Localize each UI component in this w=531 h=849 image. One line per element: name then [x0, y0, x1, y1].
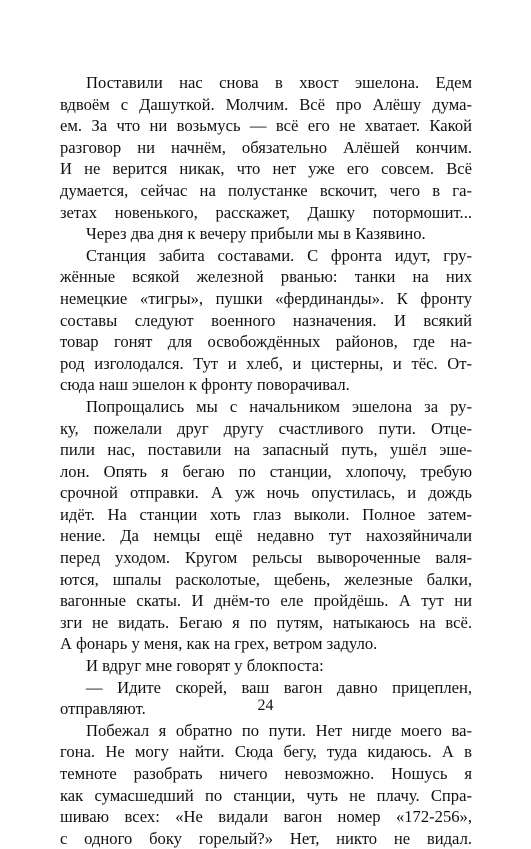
text-line: ются, шпалы расколотые, щебень, железные балки, — [60, 569, 472, 589]
text-line: идёт. На станции хоть глаз выколи. Полное затем- — [60, 504, 472, 524]
paragraph-3 — [60, 245, 472, 396]
text-line: род изголодался. Тут и хлеб, и цистерны, и тёс. От- — [60, 353, 472, 373]
paragraph-7 — [60, 720, 472, 849]
page-number: 24 — [257, 697, 274, 714]
paragraph-2 — [60, 223, 472, 245]
text-line: с одного боку горелый?» Нет, никто не видал. — [60, 828, 472, 848]
text-line: Побежал я обратно по пути. Нет нигде моего ва- — [86, 720, 472, 740]
text-line: вагонные скаты. И днём-то еле пройдёшь. А тут ни — [60, 591, 472, 611]
text-line: Станция забита составами. С фронта идут, гру- — [86, 245, 472, 265]
text-line: думается, сейчас на полустанке вскочит, чего в га- — [60, 180, 472, 200]
text-line: товар гонят для освобождённых районов, где на- — [60, 332, 472, 352]
text-line: как сумасшедший по станции, чуть не плачу. Спра- — [60, 785, 472, 805]
text-line: сюда наш эшелон к фронту поворачивал. — [60, 375, 350, 395]
text-line: И вдруг мне говорят у блокпоста: — [86, 656, 324, 676]
text-line: немецкие «тигры», пушки «фердинанды». К фронту — [60, 288, 472, 308]
text-line: пили нас, поставили на запасный путь, ушёл эше- — [60, 440, 472, 460]
text-line: ем. За что ни возьмусь — всё его не хватает. Какой — [60, 116, 472, 136]
text-line: перед уходом. Кругом рельсы вывороченные валя- — [60, 548, 472, 568]
text-line: разговор ни начнём, обязательно Алёшей кончим. — [60, 137, 472, 157]
text-line: темноте разобрать ничего невозможно. Ношусь я — [60, 764, 472, 783]
text-line: составы следуют военного назначения. И всякий — [60, 310, 472, 330]
body-text — [60, 72, 472, 849]
text-line: шиваю всех: «Не видали вагон номер «172-256», — [60, 807, 472, 827]
text-line: лон. Опять я бегаю по станции, хлопочу, требую — [60, 461, 472, 481]
text-line: зги не видать. Бегаю я по путям, натыкаюсь на всё. — [60, 612, 472, 632]
paragraph-1 — [60, 72, 472, 223]
text-line: Через два дня к вечеру прибыли мы в Казявино. — [86, 224, 426, 244]
text-line: Попрощались мы с начальником эшелона за ру- — [86, 396, 472, 416]
text-line: Поставили нас снова в хвост эшелона. Едем — [86, 73, 472, 92]
text-line: И не верится никак, что нет уже его совсем. Всё — [60, 159, 472, 179]
text-line: отправляют. — [60, 699, 146, 719]
text-line: зетах новенького, расскажет, Дашку потормошит... — [60, 202, 472, 222]
paragraph-5 — [60, 655, 472, 677]
text-line: жённые всякой железной рванью: танки на них — [60, 267, 472, 287]
text-line: нение. Да немцы ещё недавно тут нахозяйничали — [60, 526, 472, 546]
paragraph-4 — [60, 396, 472, 655]
text-line: ку, пожелали друг другу счастливого пути. Отце- — [60, 418, 472, 438]
text-line: срочной отправки. А уж ночь опустилась, и дождь — [60, 483, 472, 503]
text-line: А фонарь у меня, как на грех, ветром задуло. — [60, 634, 378, 654]
text-line: — Идите скорей, ваш вагон давно прицеплен, — [86, 677, 472, 697]
text-line: вдвоём с Дашуткой. Молчим. Всё про Алёшу дума- — [60, 94, 472, 114]
text-line: гона. Не могу найти. Сюда бегу, туда кидаюсь. А в — [60, 742, 472, 762]
